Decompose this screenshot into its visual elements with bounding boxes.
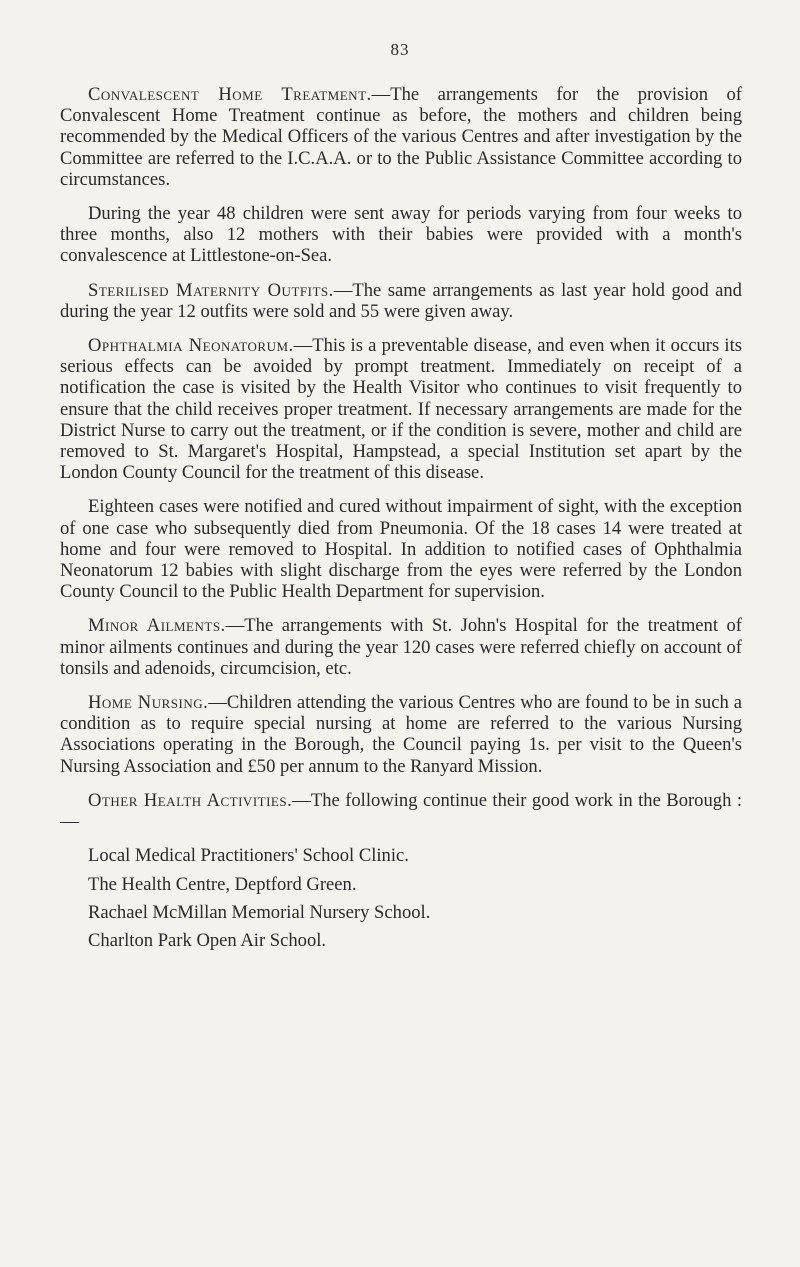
page-number: 83 [390,40,410,59]
paragraph-other-activities [60,790,742,832]
heading-home-nursing: Home Nursing. [88,692,209,714]
paragraph-maternity-outfits [60,280,742,322]
heading-ophthalmia: Ophthalmia Neonatorum. [88,335,294,357]
paragraph-convalescence-stats [60,203,742,267]
paragraph-text: —Children attending the various Centres who are found to be in such a condition as to require special nursing at home are referred to the various Nursing Associations operating in the Borough, the Council paying 1s. per visit to the Queen's Nursing Association and £50 per annum to the Ranyard Mission. [60,692,742,777]
paragraph-text: During the year 48 children were sent away for periods varying from four weeks to three months, also 12 mothers with their babies were provided with a month's convalescence at Littlestone-on-Sea. [60,203,742,267]
heading-maternity-outfits: Sterilised Maternity Outfits. [88,279,334,301]
heading-other-activities: Other Health Activities. [88,789,293,811]
paragraph-minor-ailments [60,615,742,679]
paragraph-text: —The arrangements for the provision of Convalescent Home Treatment continue as before, the mothers and children being recommended by the Medical Officers of the various Centres and after investigation by the Committee are referred to the I.C.A.A. or to the Public Assistance Committee according to circumstances. [60,84,742,190]
list-item: Local Medical Practitioners' School Clinic. [88,845,409,867]
paragraph-text: —The following continue their good work in the Borough :— [60,789,742,833]
list-item: Charlton Park Open Air School. [88,929,327,951]
paragraph-ophthalmia-cases [60,496,742,602]
paragraph-text: —The arrangements with St. John's Hospital for the treatment of minor ailments continues and during the year 120 cases were referred chiefly on account of tonsils and adenoids, circumcision, etc. [60,615,742,679]
paragraph-text: Eighteen cases were notified and cured without impairment of sight, with the exception of one case who subsequently died from Pneumonia. Of the 18 cases 14 were treated at home and four were removed to Hospital. In addition to notified cases of Ophthalmia Neonatorum 12 babies with slight discharge from the eyes were referred by the London County Council to the Public Health Department for supervision. [60,496,742,603]
paragraph-text: —This is a preventable disease, and even when it occurs its serious effects can be avoided by prompt treatment. Immediately on receipt of a notification the case is visited by the Health Visitor who continues to visit frequently to ensure that the child receives proper treatment. If necessary arrangements are made for the District Nurse to carry out the treatment, or if the condition is severe, mother and child are removed to St. Margaret's Hospital, Hampstead, a special Institution set apart by the London County Council for the treatment of this disease. [60,335,742,484]
activities-list [60,845,742,951]
list-item: The Health Centre, Deptford Green. [88,873,357,895]
paragraph-home-nursing [60,692,742,777]
list-item: Rachael McMillan Memorial Nursery School. [88,901,431,923]
paragraph-text: —The same arrangements as last year hold good and during the year 12 outfits were sold and 55 were given away. [60,279,742,322]
heading-minor-ailments: Minor Ailments. [88,615,226,637]
heading-convalescent-home: Convalescent Home Treatment. [88,84,372,105]
paragraph-ophthalmia [60,335,742,483]
body-text [60,84,742,958]
paragraph-convalescent-home [60,84,742,190]
